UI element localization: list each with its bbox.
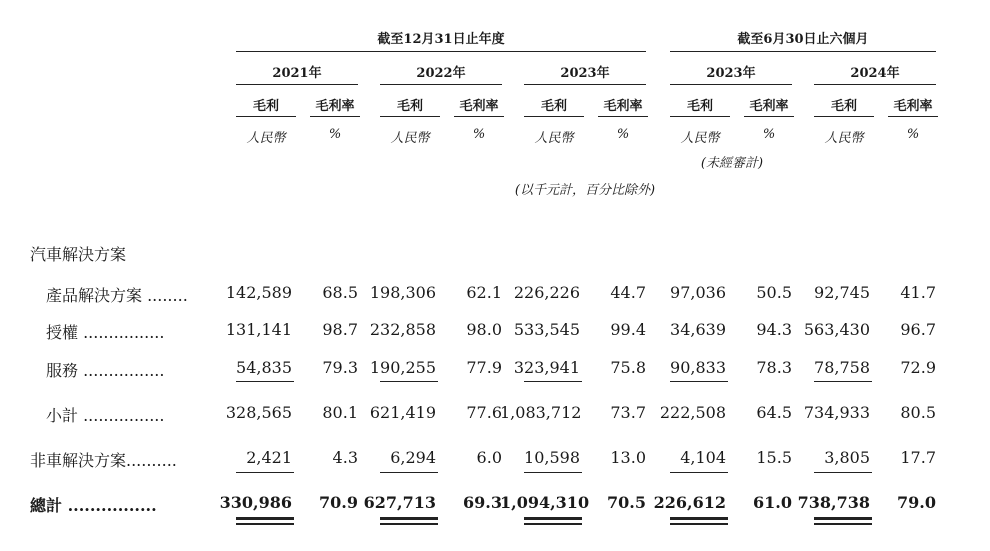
total-rule — [236, 472, 294, 473]
cell: 34,639 — [670, 320, 726, 339]
cell: 738,738 — [797, 493, 870, 512]
cell: 17.7 — [900, 448, 936, 467]
double-rule — [670, 523, 728, 525]
cell: 64.5 — [756, 403, 792, 422]
col-rule — [310, 116, 360, 117]
cell: 75.8 — [610, 358, 646, 377]
cell: 79.3 — [322, 358, 358, 377]
units-note: (以千元計，百分比除外) — [514, 183, 656, 198]
cell: 90,833 — [670, 358, 726, 377]
row-label-total: 總計 ................ — [30, 496, 157, 515]
cell: 77.9 — [466, 358, 502, 377]
header-group-halfyear-rule — [670, 51, 936, 52]
double-rule — [524, 517, 582, 520]
cell: 1,094,310 — [500, 493, 590, 512]
unit-percent: % — [328, 127, 342, 142]
double-rule — [524, 523, 582, 525]
cell: 98.7 — [322, 320, 358, 339]
unit-currency: 人民幣 — [680, 131, 720, 146]
unit-percent: % — [762, 127, 776, 142]
year-2023-h1: 2023年 — [706, 66, 756, 81]
year-2024-h1-rule — [814, 84, 936, 85]
cell: 222,508 — [659, 403, 726, 422]
header-group-halfyear: 截至6月30日止六個月 — [737, 32, 869, 47]
cell: 61.0 — [753, 493, 792, 512]
cell: 4.3 — [332, 448, 358, 467]
cell: 4,104 — [680, 448, 726, 467]
total-rule — [380, 472, 438, 473]
row-label-non-auto: 非車解決方案.......... — [30, 451, 177, 470]
total-rule — [670, 472, 728, 473]
cell: 621,419 — [369, 403, 436, 422]
double-rule — [670, 517, 728, 520]
cell: 44.7 — [610, 283, 646, 302]
year-2022-rule — [380, 84, 502, 85]
unaudited-note: (未經審計) — [700, 156, 764, 171]
double-rule — [236, 517, 294, 520]
cell: 68.5 — [322, 283, 358, 302]
cell: 41.7 — [900, 283, 936, 302]
cell: 78,758 — [814, 358, 870, 377]
cell: 70.9 — [319, 493, 358, 512]
cell: 99.4 — [610, 320, 646, 339]
subtotal-rule — [380, 381, 438, 382]
double-rule — [236, 523, 294, 525]
col-gross-margin: 毛利率 — [603, 99, 643, 114]
col-gross-profit: 毛利 — [830, 99, 857, 114]
cell: 96.7 — [900, 320, 936, 339]
cell: 13.0 — [610, 448, 646, 467]
unit-percent: % — [472, 127, 486, 142]
row-label-service: 服務 ................ — [46, 361, 165, 380]
double-rule — [380, 523, 438, 525]
cell: 50.5 — [756, 283, 792, 302]
unit-percent: % — [906, 127, 920, 142]
cell: 92,745 — [814, 283, 870, 302]
unit-currency: 人民幣 — [824, 131, 864, 146]
row-label-product: 產品解決方案 ........ — [46, 286, 188, 305]
unit-currency: 人民幣 — [246, 131, 286, 146]
col-gross-margin: 毛利率 — [459, 99, 499, 114]
col-rule — [888, 116, 938, 117]
cell: 734,933 — [803, 403, 870, 422]
cell: 62.1 — [466, 283, 502, 302]
col-rule — [236, 116, 296, 117]
col-rule — [744, 116, 794, 117]
col-gross-profit: 毛利 — [252, 99, 279, 114]
col-rule — [380, 116, 440, 117]
cell: 226,226 — [513, 283, 580, 302]
cell: 73.7 — [610, 403, 646, 422]
cell: 2,421 — [246, 448, 292, 467]
total-rule — [814, 472, 872, 473]
double-rule — [380, 517, 438, 520]
double-rule — [814, 523, 872, 525]
cell: 15.5 — [756, 448, 792, 467]
year-2023-h1-rule — [670, 84, 792, 85]
unit-currency: 人民幣 — [390, 131, 430, 146]
cell: 627,713 — [363, 493, 436, 512]
cell: 190,255 — [369, 358, 436, 377]
cell: 226,612 — [653, 493, 726, 512]
cell: 328,565 — [225, 403, 292, 422]
unit-percent: % — [616, 127, 630, 142]
cell: 6.0 — [476, 448, 502, 467]
year-2023: 2023年 — [560, 66, 610, 81]
row-label-subtotal: 小計 ................ — [46, 406, 165, 425]
cell: 78.3 — [756, 358, 792, 377]
year-2022: 2022年 — [416, 66, 466, 81]
cell: 70.5 — [607, 493, 646, 512]
year-2024-h1: 2024年 — [850, 66, 900, 81]
unit-currency: 人民幣 — [534, 131, 574, 146]
cell: 79.0 — [897, 493, 936, 512]
cell: 330,986 — [219, 493, 292, 512]
cell: 198,306 — [369, 283, 436, 302]
subtotal-rule — [670, 381, 728, 382]
cell: 80.5 — [900, 403, 936, 422]
col-gross-margin: 毛利率 — [315, 99, 355, 114]
cell: 54,835 — [236, 358, 292, 377]
col-gross-profit: 毛利 — [686, 99, 713, 114]
subtotal-rule — [236, 381, 294, 382]
total-rule — [524, 472, 582, 473]
cell: 98.0 — [466, 320, 502, 339]
col-rule — [524, 116, 584, 117]
col-rule — [454, 116, 504, 117]
cell: 69.3 — [463, 493, 502, 512]
subtotal-rule — [524, 381, 582, 382]
cell: 97,036 — [670, 283, 726, 302]
cell: 533,545 — [513, 320, 580, 339]
header-group-year: 截至12月31日止年度 — [377, 32, 505, 47]
cell: 323,941 — [513, 358, 580, 377]
col-rule — [814, 116, 874, 117]
col-gross-profit: 毛利 — [396, 99, 423, 114]
year-2021: 2021年 — [272, 66, 322, 81]
cell: 563,430 — [803, 320, 870, 339]
header-group-year-rule — [236, 51, 646, 52]
col-rule — [598, 116, 648, 117]
year-2023-rule — [524, 84, 646, 85]
cell: 94.3 — [756, 320, 792, 339]
col-rule — [670, 116, 730, 117]
section-title: 汽車解決方案 — [30, 245, 127, 264]
cell: 1,083,712 — [500, 403, 582, 422]
subtotal-rule — [814, 381, 872, 382]
cell: 10,598 — [524, 448, 580, 467]
cell: 142,589 — [225, 283, 292, 302]
cell: 80.1 — [322, 403, 358, 422]
year-2021-rule — [236, 84, 358, 85]
double-rule — [814, 517, 872, 520]
cell: 6,294 — [390, 448, 436, 467]
col-gross-margin: 毛利率 — [893, 99, 933, 114]
row-label-license: 授權 ................ — [46, 323, 165, 342]
cell: 3,805 — [824, 448, 870, 467]
cell: 232,858 — [369, 320, 436, 339]
cell: 77.6 — [466, 403, 502, 422]
cell: 131,141 — [225, 320, 292, 339]
col-gross-profit: 毛利 — [540, 99, 567, 114]
cell: 72.9 — [900, 358, 936, 377]
col-gross-margin: 毛利率 — [749, 99, 789, 114]
